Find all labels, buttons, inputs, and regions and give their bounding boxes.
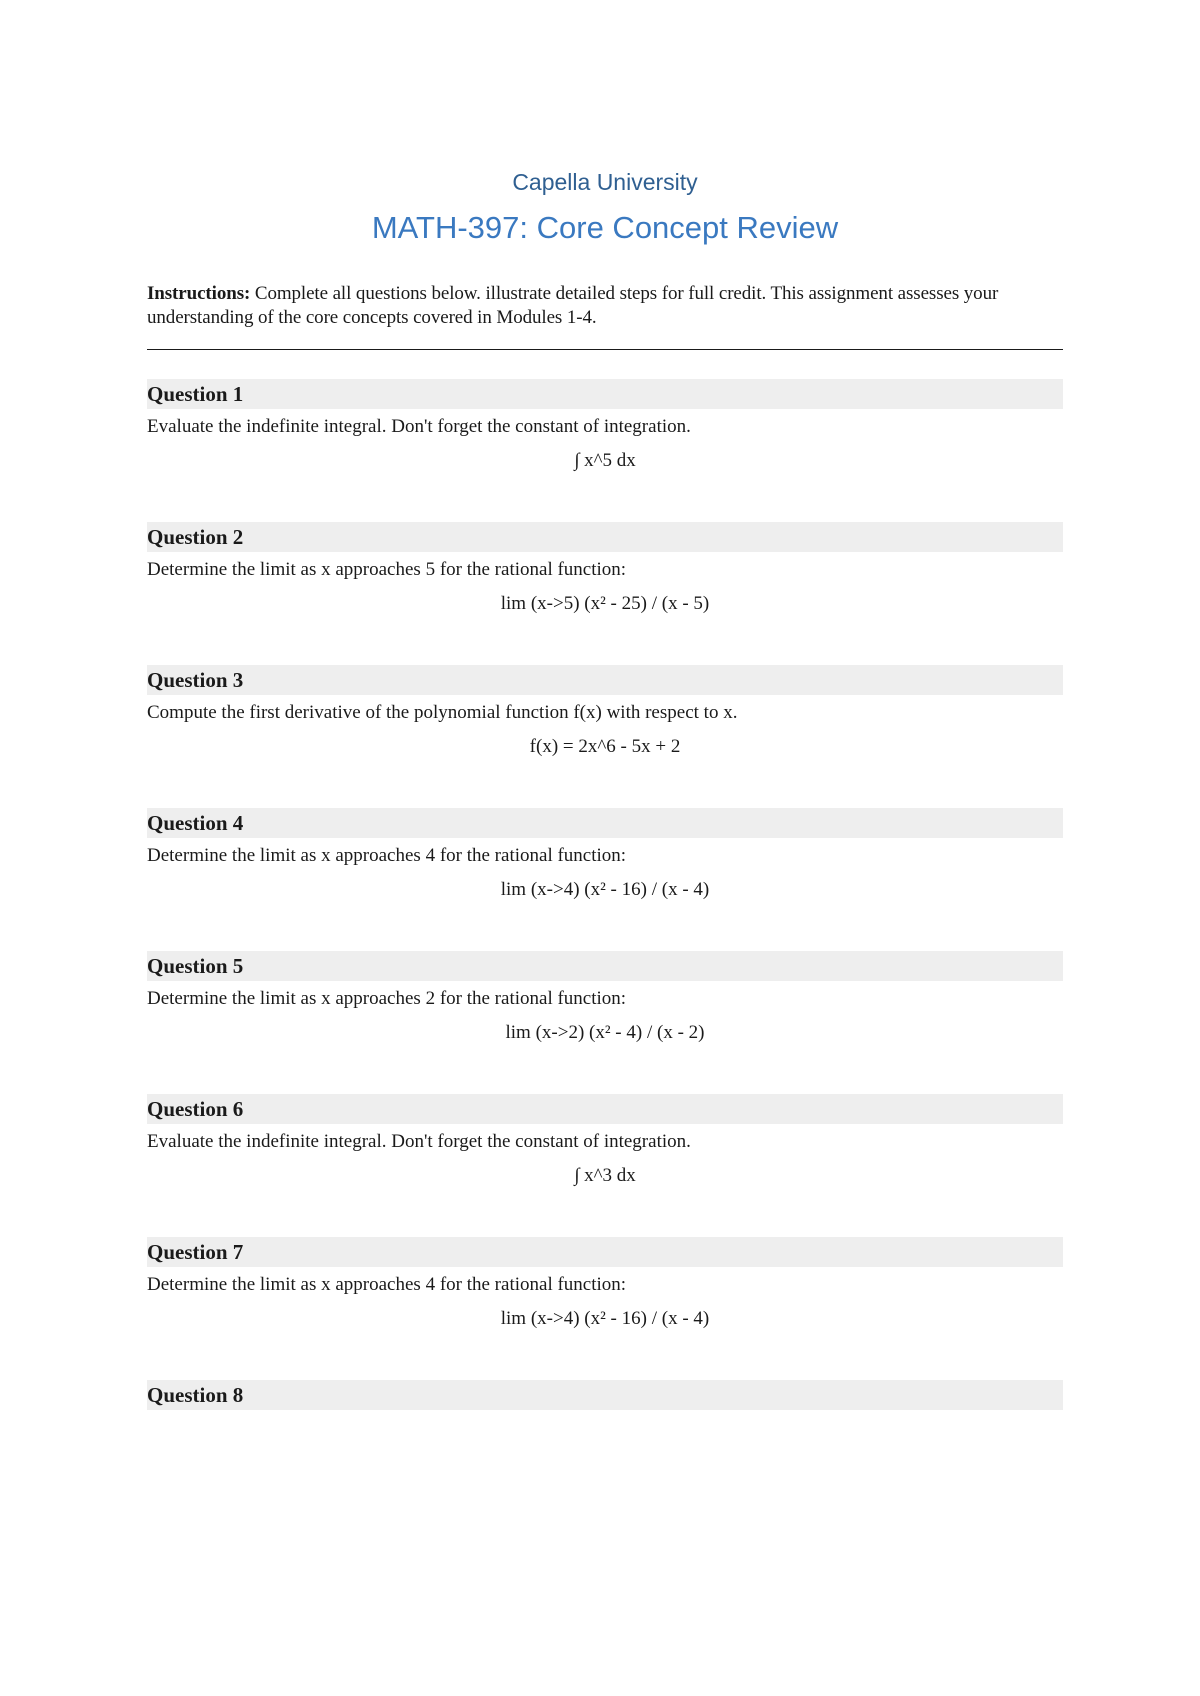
question-2: [147, 522, 1063, 616]
question-text: Determine the limit as x approaches 2 for the rational function:: [147, 988, 627, 1009]
question-heading: Question 2: [147, 522, 1063, 552]
question-expression: lim (x->5) (x² - 25) / (x - 5): [500, 593, 710, 614]
question-1: [147, 379, 1063, 473]
question-heading: Question 6: [147, 1094, 1063, 1124]
question-text: Determine the limit as x approaches 5 for the rational function:: [147, 559, 627, 580]
document-page: [147, 166, 1063, 1410]
instructions-label: Instructions:: [147, 283, 251, 304]
question-6: [147, 1094, 1063, 1188]
question-expression: ∫ x^5 dx: [574, 450, 636, 471]
question-text: Determine the limit as x approaches 4 for the rational function:: [147, 845, 627, 866]
question-heading: Question 1: [147, 379, 1063, 409]
university-name: Capella University: [512, 169, 698, 195]
question-5: [147, 951, 1063, 1045]
question-3: [147, 665, 1063, 759]
question-heading: Question 3: [147, 665, 1063, 695]
divider: [147, 349, 1063, 350]
question-heading: Question 8: [147, 1380, 1063, 1410]
question-7: [147, 1237, 1063, 1331]
question-expression: lim (x->4) (x² - 16) / (x - 4): [500, 1308, 710, 1329]
question-heading: Question 4: [147, 808, 1063, 838]
question-expression: lim (x->2) (x² - 4) / (x - 2): [505, 1022, 705, 1043]
question-expression: ∫ x^3 dx: [574, 1165, 636, 1186]
question-expression: lim (x->4) (x² - 16) / (x - 4): [500, 879, 710, 900]
question-heading: Question 7: [147, 1237, 1063, 1267]
question-8: [147, 1380, 1063, 1410]
question-4: [147, 808, 1063, 902]
course-title: MATH-397: Core Concept Review: [371, 210, 839, 245]
question-heading: Question 5: [147, 951, 1063, 981]
instructions-text: Complete all questions below. illustrate detailed steps for full credit. This assignment assesses your understanding of the core concepts covered in Modules 1-4.: [147, 283, 999, 328]
question-text: Evaluate the indefinite integral. Don't forget the constant of integration.: [147, 416, 691, 437]
question-text: Compute the first derivative of the polynomial function f(x) with respect to x.: [147, 702, 738, 723]
instructions: [147, 282, 1063, 330]
question-text: Evaluate the indefinite integral. Don't forget the constant of integration.: [147, 1131, 691, 1152]
question-expression: f(x) = 2x^6 - 5x + 2: [529, 736, 681, 757]
question-text: Determine the limit as x approaches 4 for the rational function:: [147, 1274, 627, 1295]
